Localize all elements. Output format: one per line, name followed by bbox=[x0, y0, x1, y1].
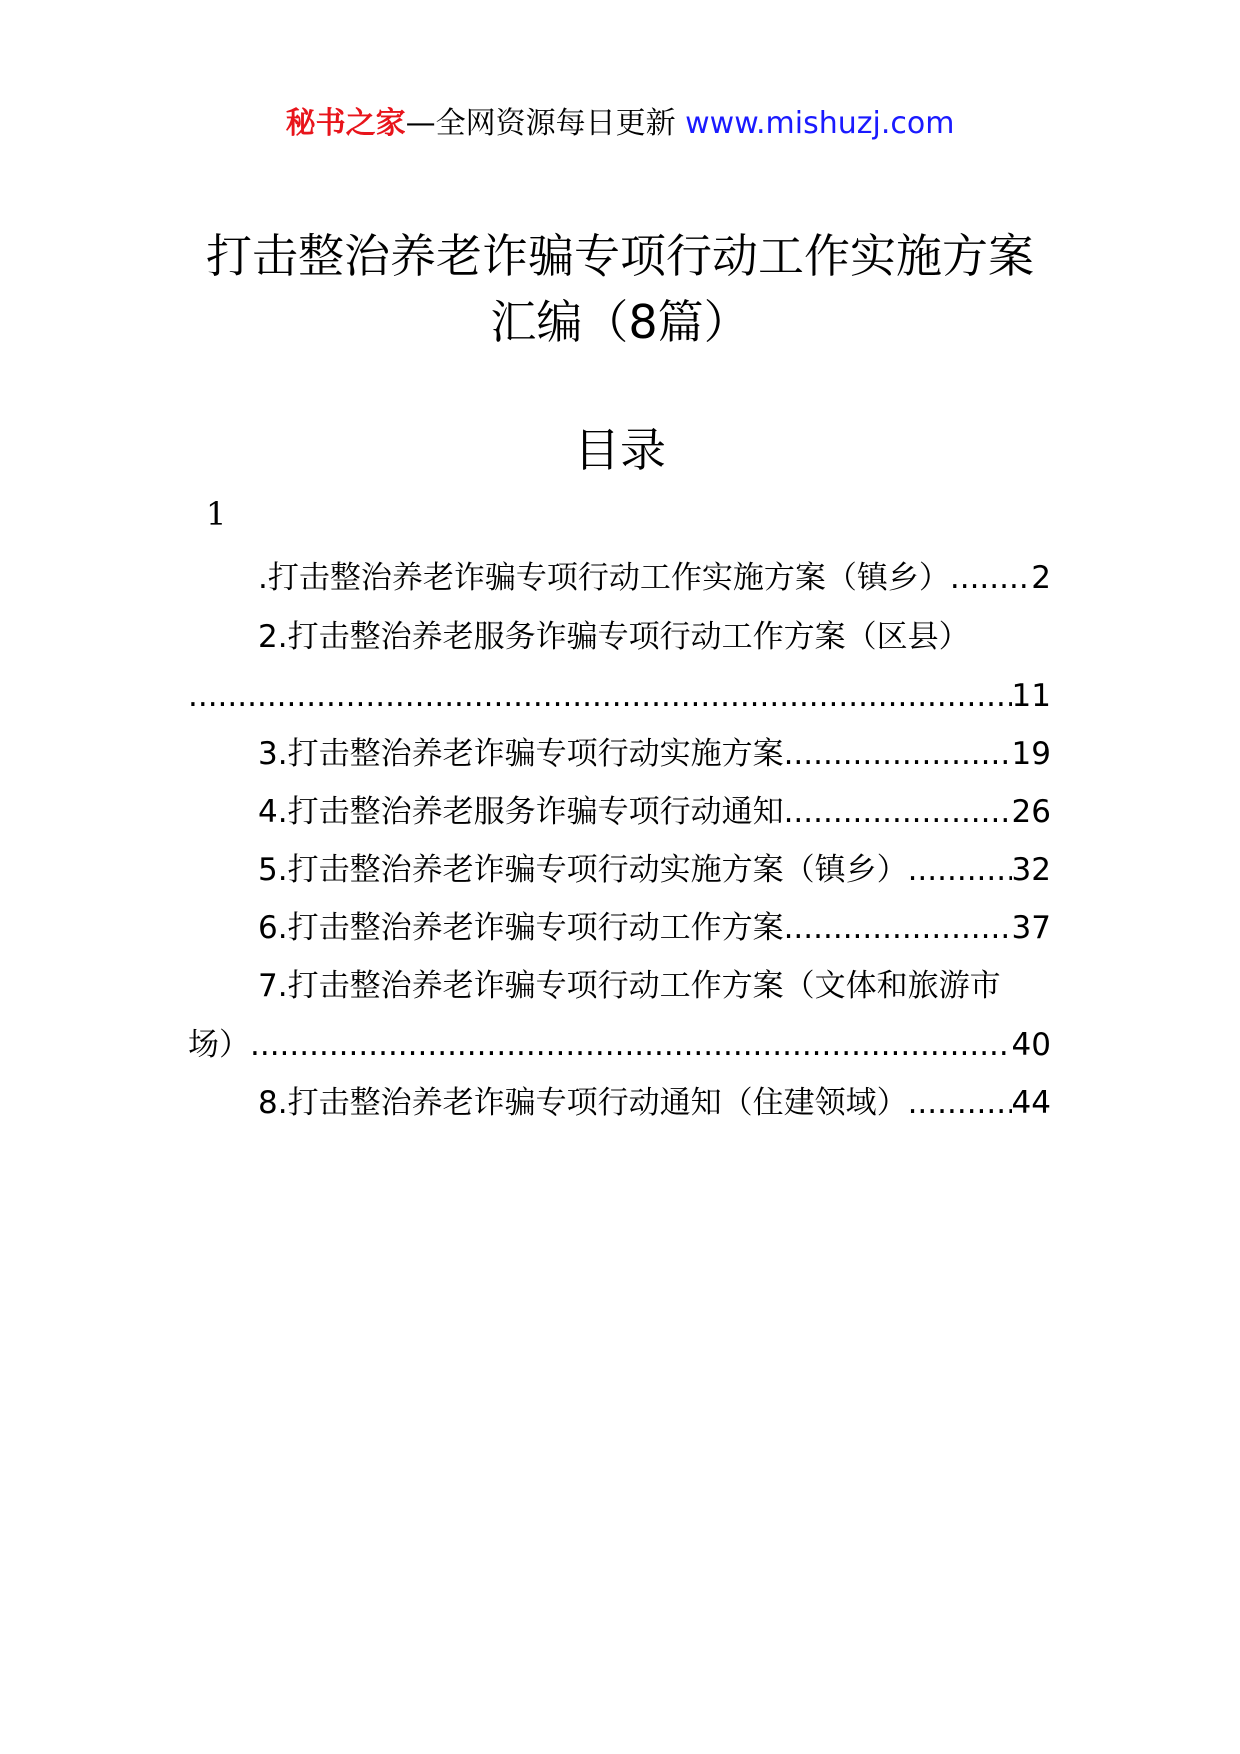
toc-leader-dots bbox=[784, 734, 1012, 774]
site-url-link[interactable]: www.mishuzj.com bbox=[685, 106, 955, 141]
toc-entry-1[interactable] bbox=[258, 558, 1051, 598]
document-title-line-2: 汇编（8篇） bbox=[490, 295, 750, 349]
toc-entry-7-page-line[interactable] bbox=[188, 1025, 1051, 1065]
toc-entry-title: 5.打击整治养老诈骗专项行动实施方案（镇乡） bbox=[258, 852, 908, 888]
toc-entry-4[interactable] bbox=[258, 792, 1051, 832]
toc-entry-page: 32 bbox=[1011, 852, 1051, 888]
toc-entry-page: 2 bbox=[1031, 560, 1051, 596]
toc-entry-title: 3.打击整治养老诈骗专项行动实施方案 bbox=[258, 736, 784, 772]
toc-leader-dots bbox=[784, 908, 1012, 948]
toc-entry-3[interactable] bbox=[258, 734, 1051, 774]
toc-entry-title: 8.打击整治养老诈骗专项行动通知（住建领域） bbox=[258, 1085, 908, 1121]
toc-heading: 目录 bbox=[574, 423, 666, 477]
site-tagline: —全网资源每日更新 bbox=[405, 106, 676, 141]
toc-entry-page: 37 bbox=[1011, 910, 1051, 946]
document-title-line-1: 打击整治养老诈骗专项行动工作实施方案 bbox=[206, 229, 1034, 283]
toc-entry-2-page-line[interactable] bbox=[188, 676, 1051, 716]
toc-entry-page: 19 bbox=[1011, 736, 1051, 772]
toc-entry-7-title[interactable]: 7.打击整治养老诈骗专项行动工作方案（文体和旅游市 bbox=[258, 968, 1001, 1004]
toc-entry-title: 6.打击整治养老诈骗专项行动工作方案 bbox=[258, 910, 784, 946]
toc-leader-dots bbox=[250, 1025, 1012, 1065]
toc-entry-page: 40 bbox=[1011, 1027, 1051, 1063]
site-banner bbox=[0, 104, 1240, 144]
toc-entry-page: 26 bbox=[1011, 794, 1051, 830]
toc-entry-6[interactable] bbox=[258, 908, 1051, 948]
toc-leader-dots bbox=[908, 1083, 1012, 1123]
toc-entry-page: 11 bbox=[1011, 678, 1051, 714]
toc-leader-dots bbox=[188, 676, 1012, 716]
toc-leader-dots bbox=[950, 558, 1031, 598]
toc-entry-2-title[interactable]: 2.打击整治养老服务诈骗专项行动工作方案（区县） bbox=[258, 619, 970, 655]
toc-entry-title-continued: 场） bbox=[188, 1027, 250, 1063]
toc-entry-5[interactable] bbox=[258, 850, 1051, 890]
toc-leader-dots bbox=[784, 792, 1012, 832]
toc-stray-number: 1 bbox=[206, 495, 227, 533]
site-brand: 秘书之家 bbox=[285, 106, 406, 141]
toc-entry-title: .打击整治养老诈骗专项行动工作实施方案（镇乡） bbox=[258, 560, 950, 596]
toc-leader-dots bbox=[908, 850, 1012, 890]
toc-entry-8[interactable] bbox=[258, 1083, 1051, 1123]
toc-entry-title: 4.打击整治养老服务诈骗专项行动通知 bbox=[258, 794, 784, 830]
toc-entry-page: 44 bbox=[1011, 1085, 1051, 1121]
